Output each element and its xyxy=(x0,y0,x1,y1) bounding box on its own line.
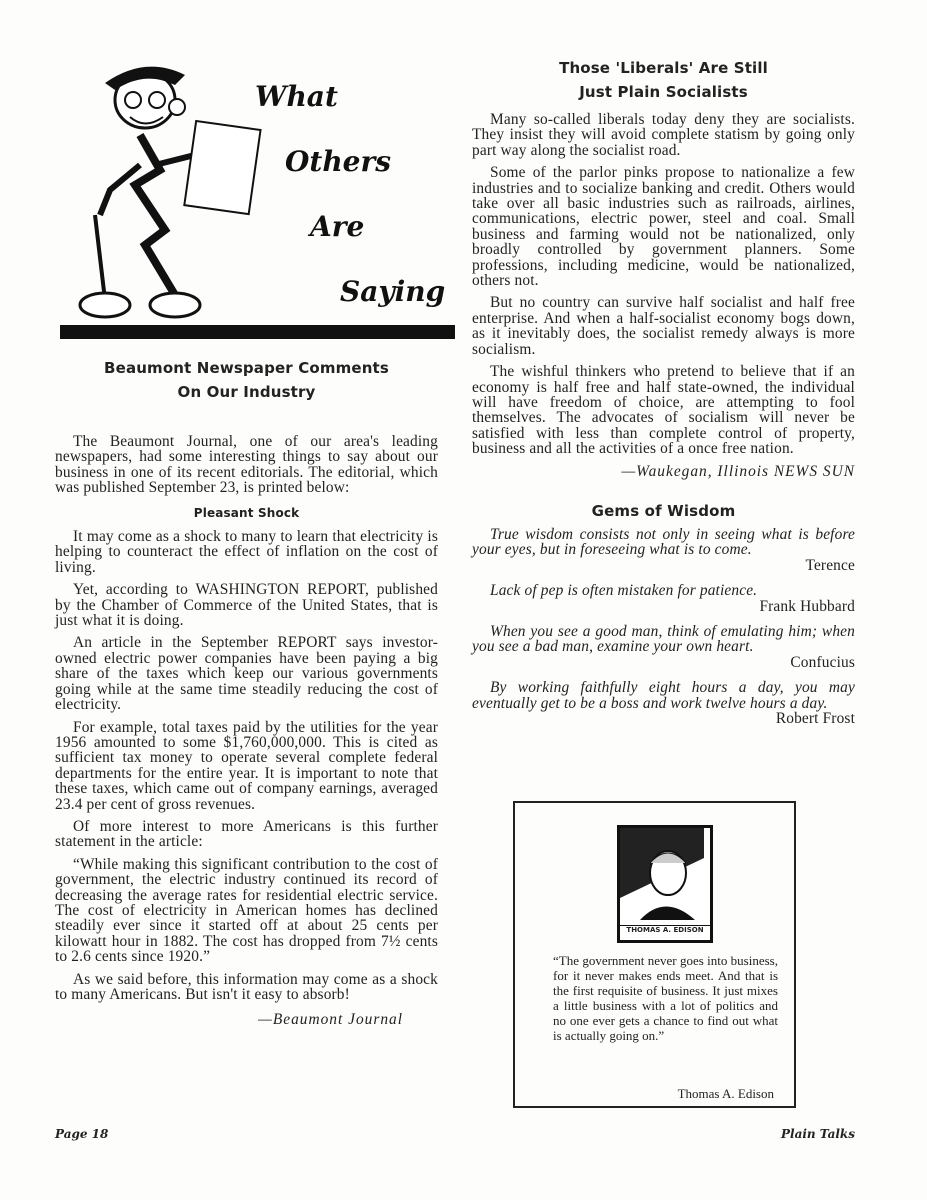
gem-quote: Lack of pep is often mistaken for patience. xyxy=(490,582,758,600)
header-script-word: Others xyxy=(285,145,392,178)
header-illustration xyxy=(55,55,455,345)
title-line: Just Plain Socialists xyxy=(579,83,748,101)
paragraph: “While making this significant contribution to the cost of government, the electric industry continued its record of decreasing the average rates for residential electric service. The cost of electricity in American homes has declined steadily ever since it started off at about 25 cents per kilowatt hour in 1882. The cost has dropped from 7½ cents to 2.6 cents since 1920.” xyxy=(55,855,438,966)
gem-author: Confucius xyxy=(790,653,855,671)
paragraph: It may come as a shock to many to learn that electricity is helping to counteract the effect of inflation on the cost of living. xyxy=(55,528,438,576)
paragraph: Yet, according to WASHINGTON REPORT, published by the Chamber of Commerce of the United States, that is just what it is doing. xyxy=(55,581,438,630)
gem-author: Robert Frost xyxy=(775,710,855,727)
subheading: Pleasant Shock xyxy=(193,505,300,520)
header-script-word: Are xyxy=(310,210,365,243)
edison-quote-box xyxy=(513,801,796,1108)
title-line: On Our Industry xyxy=(177,383,316,401)
header-script-word: What xyxy=(255,80,338,113)
gem-quote: By working faithfully eight hours a day, you may eventually get to be a boss and work twelve hours a day. xyxy=(472,679,855,712)
title-line: Beaumont Newspaper Comments xyxy=(104,359,389,377)
paragraph: As we said before, this information may come as a shock to many Americans. But isn't it easy to absorb! xyxy=(55,970,438,1003)
paragraph: Some of the parlor pinks propose to nationalize a few industries and to socialize banking and credit. Others would take over all basic industries such as railroads, airlines, communications, electric power, steel and coal. Small business and farming would not be nationalized, only broadly controlled by government planners. Some professions, including medicine, would be nationalized, others not. xyxy=(472,164,855,290)
header-rule xyxy=(60,325,455,339)
header-script-word: Saying xyxy=(340,275,446,308)
gem-author: Terence xyxy=(805,556,855,574)
gem-item xyxy=(472,624,855,670)
paragraph: The wishful thinkers who pretend to believe that if an economy is half free and half state-owned, the individual will have freedom of choice, are attempting to fool themselves. The advocates of socialism will never be satisfied with less than complete control of property, business and all the activities of a once free nation. xyxy=(472,363,855,458)
page-number: Page 18 xyxy=(55,1127,109,1141)
left-column xyxy=(55,356,438,1028)
gem-item xyxy=(472,583,855,614)
publication-name: Plain Talks xyxy=(780,1127,855,1141)
right-column xyxy=(472,56,855,736)
paragraph: Many so-called liberals today deny they are socialists. They insist they will avoid complete statism by going only part way along the socialist road. xyxy=(472,111,855,159)
intro-paragraph: The Beaumont Journal, one of our area's leading newspapers, had some interesting things to say about our business in one of its recent editorials. The editorial, which was published September 23, is printed below: xyxy=(55,433,438,497)
edison-portrait-icon xyxy=(620,828,704,920)
gems-title: Gems of Wisdom xyxy=(591,501,736,520)
paragraph: Of more interest to more Americans is this further statement in the article: xyxy=(55,817,438,851)
article-source: —Waukegan, Illinois NEWS SUN xyxy=(621,462,855,480)
gem-quote: True wisdom consists not only in seeing what is before your eyes, but in foreseeing what is to come. xyxy=(472,525,855,559)
paragraph: But no country can survive half socialist and half free enterprise. And when a half-socialist economy bogs down, as it inevitably does, the socialist remedy always is more socialism. xyxy=(472,294,855,358)
gem-quote: When you see a good man, think of emulating him; when you see a bad man, examine your own heart. xyxy=(472,622,855,656)
edison-portrait xyxy=(617,825,713,943)
gem-item xyxy=(472,527,855,573)
paragraph: An article in the September REPORT says investor-owned electric power companies have been paying a big share of the taxes which keep our various governments going while at the same time steadily reducing the cost of electricity. xyxy=(55,634,438,714)
title-line: Those 'Liberals' Are Still xyxy=(559,59,768,77)
edison-author: Thomas A. Edison xyxy=(677,1086,774,1101)
article-source: —Beaumont Journal xyxy=(258,1011,403,1029)
gem-author: Frank Hubbard xyxy=(759,597,855,615)
gem-item xyxy=(472,680,855,726)
edison-quote: “The government never goes into business, for it never makes ends meet. And that is the first requisite of business. It just mixes a little business with a lot of politics and no one ever gets a chance to find out what is actually going on.” xyxy=(553,953,778,1043)
reddy-kilowatt-cartoon-icon xyxy=(65,55,265,325)
article-title xyxy=(472,56,855,104)
paragraph: For example, total taxes paid by the utilities for the year 1956 amounted to some $1,760,000,000. This is cited as sufficient tax money to operate several complete federal departments for the entire year. It is important to note that these taxes, which came out of company earnings, averaged 23.4 per cent of gross revenues. xyxy=(55,718,438,813)
article-title xyxy=(55,356,438,404)
portrait-caption: THOMAS A. EDISON xyxy=(620,925,710,934)
